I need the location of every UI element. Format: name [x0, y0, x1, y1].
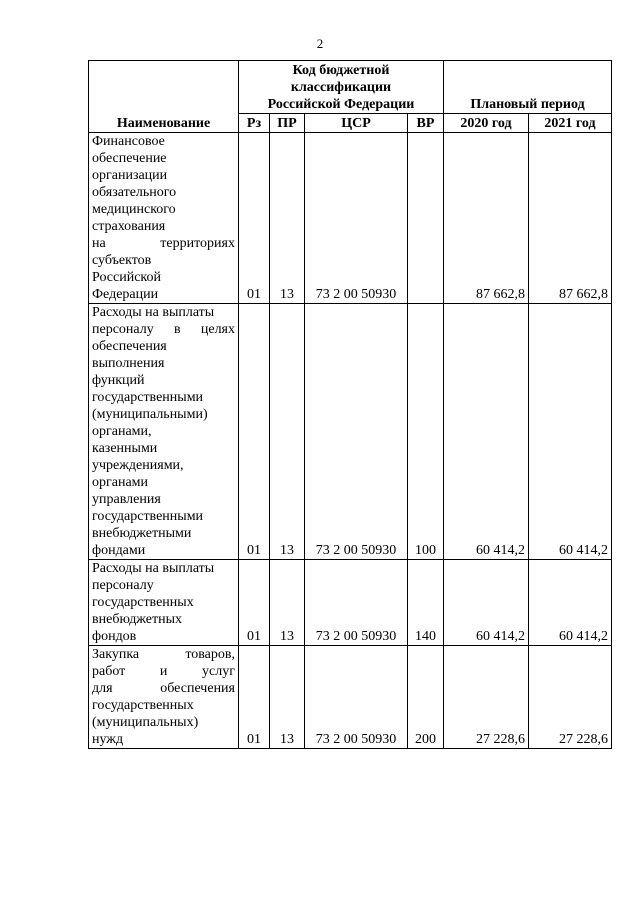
- cell-rz: 01: [239, 560, 270, 646]
- name-line: Расходы на выплаты: [92, 561, 215, 576]
- name-line: органами: [92, 475, 149, 490]
- cell-pr: 13: [270, 304, 305, 560]
- budget-table: [88, 60, 612, 749]
- name-line: управления: [92, 492, 161, 507]
- name-line: страхования: [92, 219, 166, 234]
- cell-rz: 01: [239, 646, 270, 749]
- header-2020: 2020 год: [444, 114, 529, 133]
- name-line: учреждениями,: [92, 458, 184, 473]
- name-line: казенными: [92, 441, 158, 456]
- name-line: работ и услуг: [92, 664, 235, 679]
- cell-2020: 60 414,2: [444, 304, 529, 560]
- header-code-line-1: Код бюджетной: [292, 63, 390, 78]
- cell-rz: 01: [239, 133, 270, 304]
- cell-2021: 60 414,2: [529, 560, 612, 646]
- header-code-group: [239, 61, 444, 114]
- header-vr: ВР: [408, 114, 444, 133]
- cell-csr: 73 2 00 50930: [305, 646, 408, 749]
- name-line: персоналу в целях: [92, 322, 235, 337]
- name-line: (муниципальных): [92, 715, 199, 730]
- name-line: Расходы на выплаты: [92, 305, 215, 320]
- name-line: фондов: [92, 629, 137, 644]
- cell-pr: 13: [270, 133, 305, 304]
- name-line: медицинского: [92, 202, 176, 217]
- name-line: нужд: [92, 732, 124, 747]
- row-name: [89, 304, 239, 560]
- cell-csr: 73 2 00 50930: [305, 560, 408, 646]
- cell-vr: 200: [408, 646, 444, 749]
- name-line: государственными: [92, 390, 204, 405]
- row-name: [89, 133, 239, 304]
- cell-2021: 87 662,8: [529, 133, 612, 304]
- name-line: обеспечения: [92, 339, 167, 354]
- name-line: обеспечение: [92, 151, 167, 166]
- cell-2020: 87 662,8: [444, 133, 529, 304]
- name-line: государственными: [92, 509, 204, 524]
- name-line: фондами: [92, 543, 146, 558]
- name-line: Федерации: [92, 287, 159, 302]
- name-line: внебюджетными: [92, 526, 192, 541]
- name-line: внебюджетных: [92, 612, 183, 627]
- header-pr: ПР: [270, 114, 305, 133]
- table-row: [89, 133, 612, 304]
- name-line: выполнения: [92, 356, 165, 371]
- name-line: субъектов: [92, 253, 152, 268]
- name-line: организации: [92, 168, 168, 183]
- cell-vr: 100: [408, 304, 444, 560]
- cell-vr: 140: [408, 560, 444, 646]
- header-plan-period: Плановый период: [444, 61, 612, 114]
- cell-2020: 60 414,2: [444, 560, 529, 646]
- cell-2021: 60 414,2: [529, 304, 612, 560]
- name-line: (муниципальными): [92, 407, 208, 422]
- page-number: 2: [316, 36, 324, 51]
- name-line: функций: [92, 373, 145, 388]
- table-row: [89, 646, 612, 749]
- name-line: Закупка товаров,: [92, 647, 235, 662]
- row-name: [89, 646, 239, 749]
- name-line: обязательного: [92, 185, 177, 200]
- header-2021: 2021 год: [529, 114, 612, 133]
- name-line: государственных: [92, 595, 194, 610]
- header-name: Наименование: [89, 61, 239, 133]
- cell-2021: 27 228,6: [529, 646, 612, 749]
- name-line: органами,: [92, 424, 152, 439]
- name-line: Финансовое: [92, 134, 165, 149]
- name-line: персоналу: [92, 578, 154, 593]
- cell-pr: 13: [270, 560, 305, 646]
- cell-csr: 73 2 00 50930: [305, 133, 408, 304]
- header-code-line-3: Российской Федерации: [267, 97, 415, 112]
- cell-csr: 73 2 00 50930: [305, 304, 408, 560]
- cell-rz: 01: [239, 304, 270, 560]
- cell-2020: 27 228,6: [444, 646, 529, 749]
- name-line: для обеспечения: [92, 681, 235, 696]
- cell-pr: 13: [270, 646, 305, 749]
- header-csr: ЦСР: [305, 114, 408, 133]
- name-line: государственных: [92, 698, 194, 713]
- header-rz: Рз: [239, 114, 270, 133]
- header-row-top: [89, 61, 612, 114]
- name-line: на территориях: [92, 236, 235, 251]
- cell-vr: [408, 133, 444, 304]
- name-line: Российской: [92, 270, 161, 285]
- header-code-line-2: классификации: [290, 80, 392, 95]
- table-row: [89, 304, 612, 560]
- row-name: [89, 560, 239, 646]
- table-row: [89, 560, 612, 646]
